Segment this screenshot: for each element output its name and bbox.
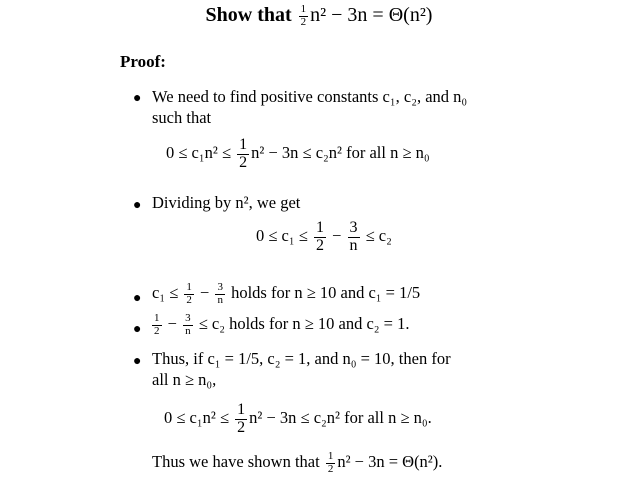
title-prefix: Show that — [205, 4, 292, 26]
fraction-three-over-n: $\frac{3}{n}$ — [185, 312, 191, 337]
fraction-one-half: $\frac{1}{2}$ — [327, 450, 334, 475]
fraction-one-half: $\frac{1}{2}$ — [237, 401, 246, 436]
fraction-one-half: $\frac{1}{2}$ — [300, 3, 307, 28]
conclusion: Thus we have shown that $\frac{1}{2}$ n² − 3n = Θ(n²). — [152, 450, 443, 475]
bullet-2-line-1: Dividing by n², we get — [152, 193, 301, 212]
bullet-5-display-equation: 0 ≤ c₁n² ≤ $\frac{1}{2}$ n² − 3n ≤ c₂n² for all n ≥ n₀. — [164, 401, 432, 436]
fraction-one-half: $\frac{1}{2}$ — [154, 312, 160, 337]
bullet-1-line-1: We need to find positive constants c₁, c₂, and n₀ — [152, 87, 468, 106]
fraction-one-half: $\frac{1}{2}$ — [239, 136, 248, 171]
title-expression — [297, 4, 433, 26]
bullet-marker: ● — [133, 322, 142, 337]
bullet-1-line-2: such that — [152, 108, 212, 127]
proof-label: Proof: — [120, 52, 166, 71]
bullet-marker: ● — [133, 91, 142, 106]
bullet-4-line: $\frac{1}{2}$ − $\frac{3}{n}$ ≤ c₂ holds for n ≥ 10 and c₂ = 1. — [154, 312, 410, 337]
bullet-2-display-equation: 0 ≤ c₁ ≤ $\frac{1}{2}$ − $\frac{3}{n}$ ≤ c₂ — [256, 219, 392, 254]
title-expression-tail: n² − 3n = Θ(n²) — [310, 4, 433, 26]
bullet-1-display-equation: 0 ≤ c₁n² ≤ $\frac{1}{2}$ n² − 3n ≤ c₂n² for all n ≥ n₀ — [166, 136, 430, 171]
bullet-3-line: c₁ ≤ $\frac{1}{2}$ − $\frac{3}{n}$ holds for n ≥ 10 and c₁ = 1/5 — [152, 281, 421, 306]
bullet-marker: ● — [133, 354, 142, 369]
fraction-three-over-n: $\frac{3}{n}$ — [217, 281, 223, 306]
bullet-5-line-2: all n ≥ n₀, — [152, 370, 217, 389]
bullet-marker: ● — [133, 198, 142, 213]
bullet-5-line-1: Thus, if c₁ = 1/5, c₂ = 1, and n₀ = 10, then for — [152, 349, 451, 368]
fraction-one-half: $\frac{1}{2}$ — [315, 219, 324, 254]
fraction-three-over-n: $\frac{3}{n}$ — [349, 219, 358, 254]
bullet-marker: ● — [133, 291, 142, 306]
fraction-one-half: $\frac{1}{2}$ — [186, 281, 192, 306]
page-title — [0, 4, 638, 28]
